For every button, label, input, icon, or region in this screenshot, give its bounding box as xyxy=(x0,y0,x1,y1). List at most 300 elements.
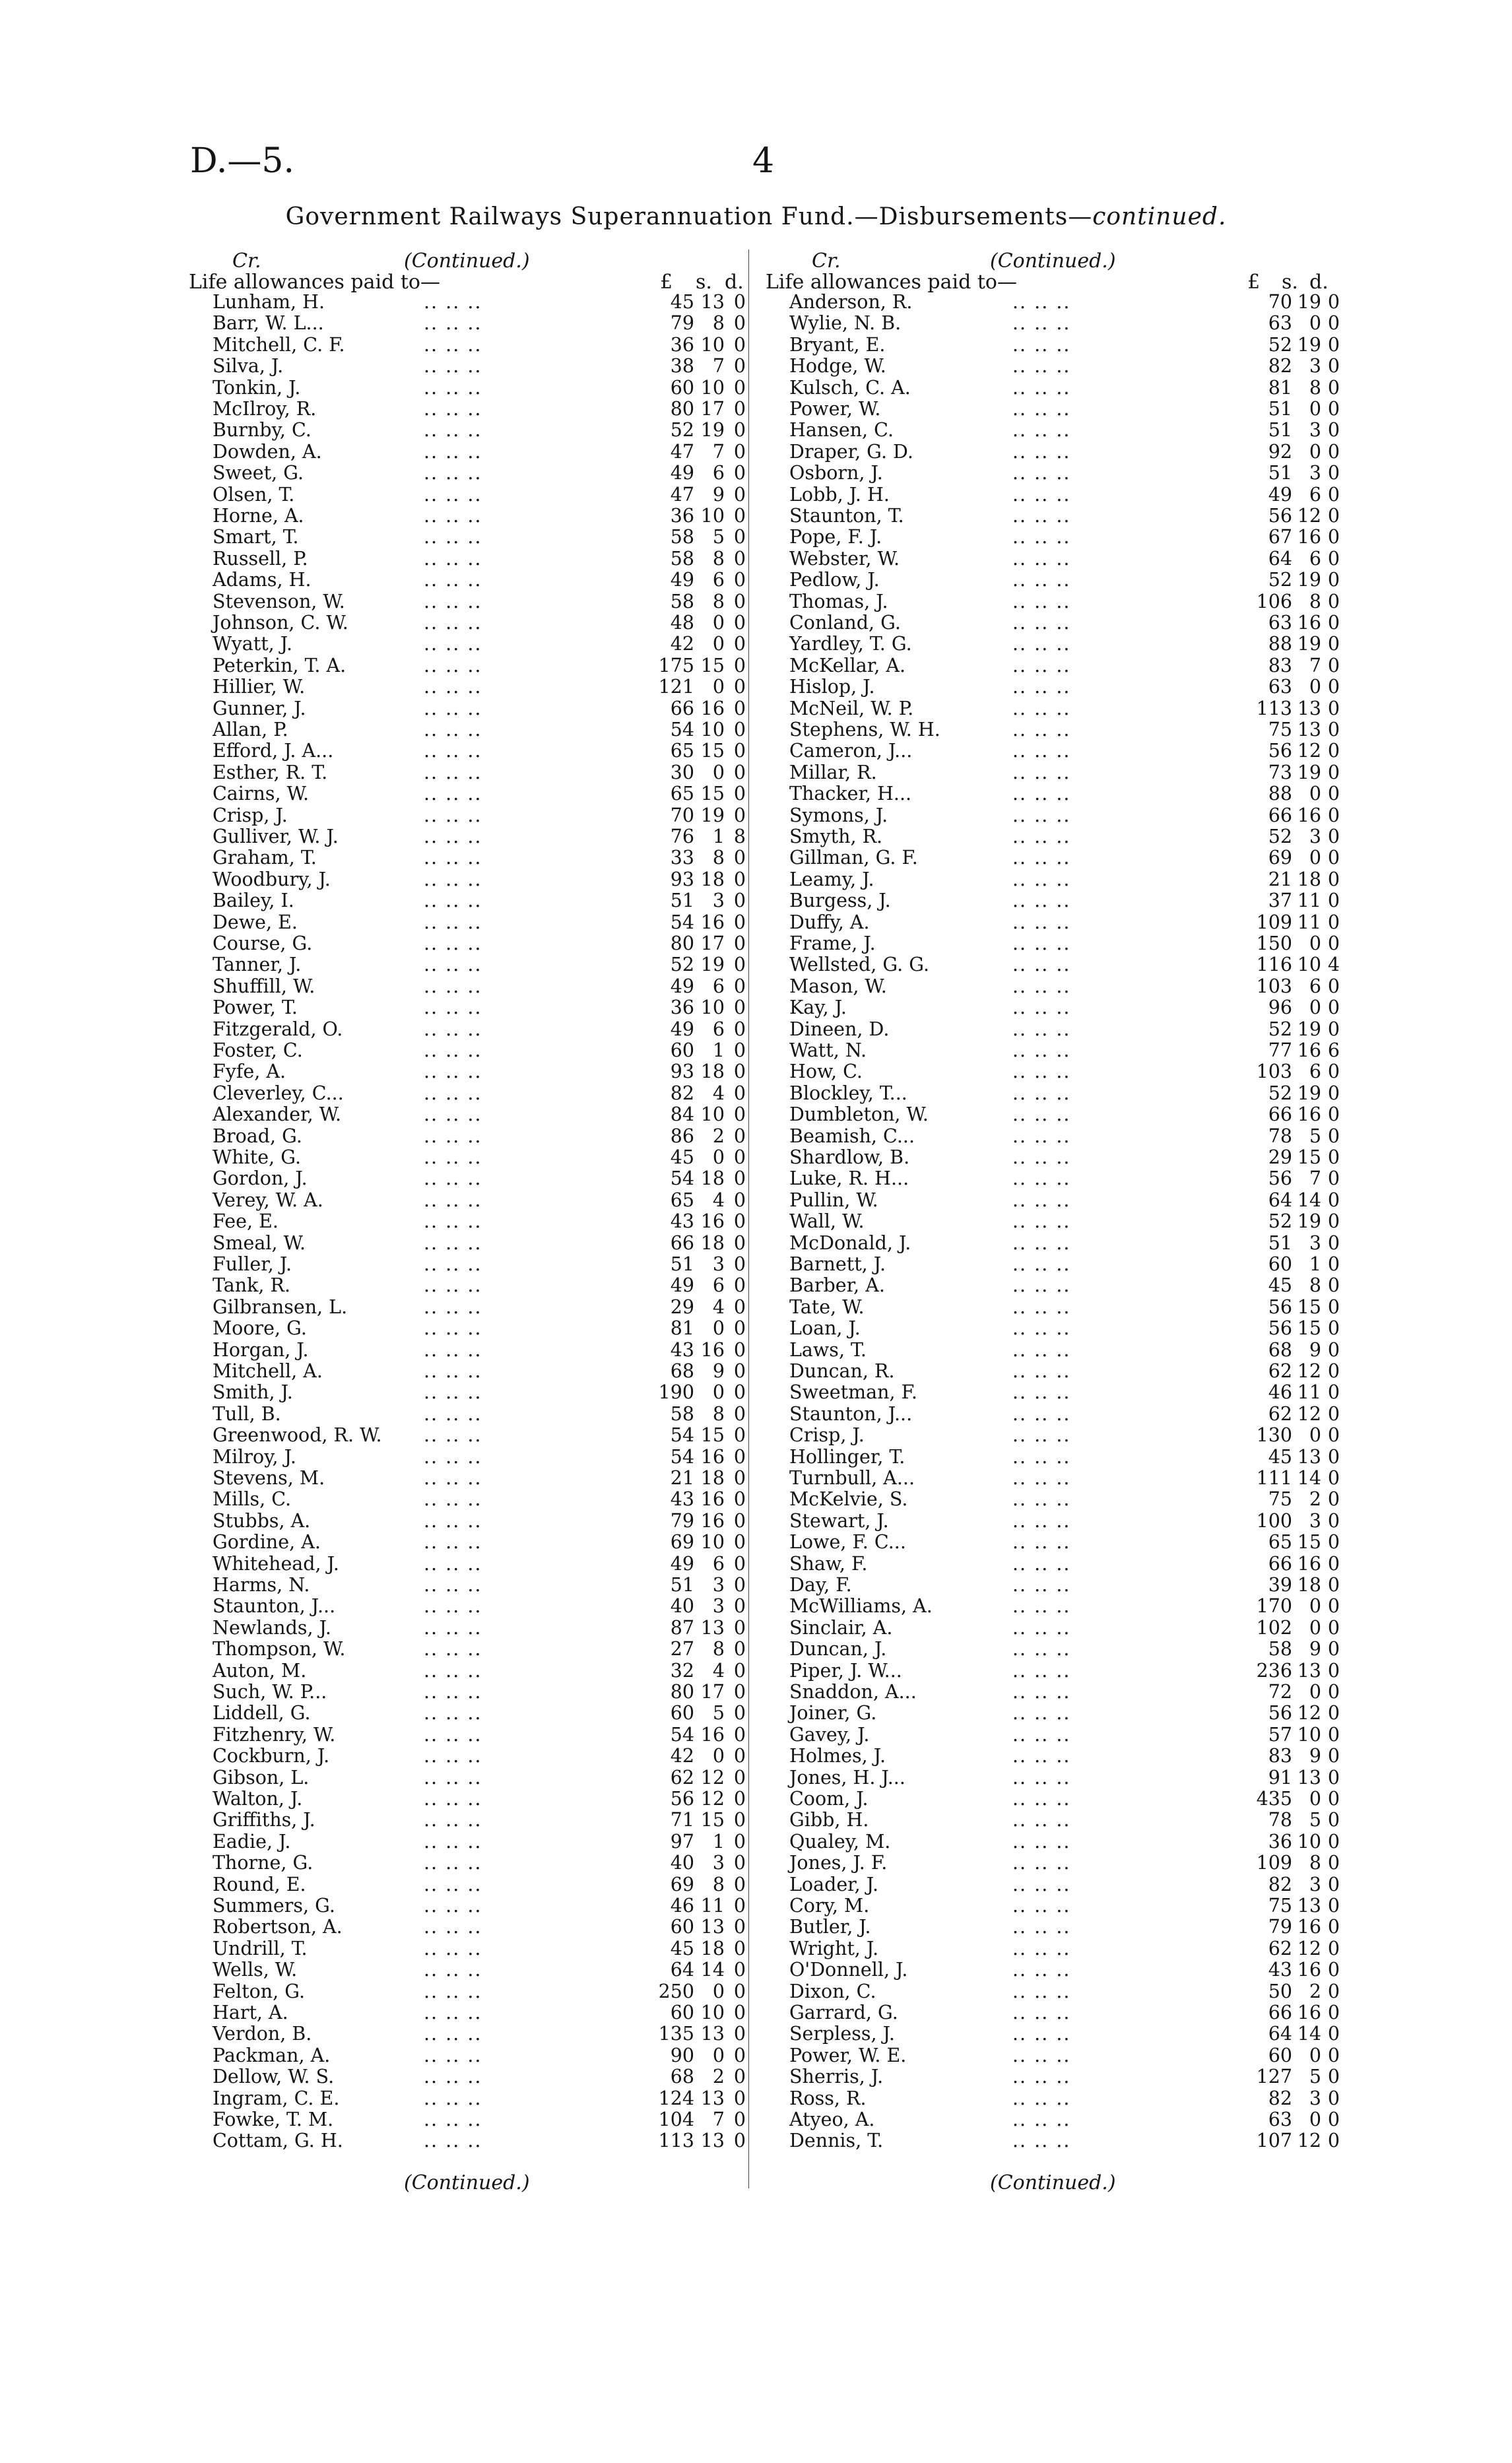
table-row xyxy=(213,2066,747,2087)
allowee-name: Russell, P. xyxy=(213,547,308,570)
pounds-value: 60 xyxy=(670,1702,694,1724)
pounds-value: 45 xyxy=(670,1146,694,1168)
pounds-value: 135 xyxy=(658,2023,694,2045)
leader-dots: .. .. .. xyxy=(424,2087,482,2109)
pence-value: 0 xyxy=(733,740,746,762)
allowee-name: Such, W. P... xyxy=(213,1681,327,1703)
table-row xyxy=(789,975,1340,997)
leader-dots: .. .. .. xyxy=(424,2044,482,2066)
shillings-value: 7 xyxy=(1309,1167,1321,1190)
left-cr-label: Cr. xyxy=(232,249,261,273)
right-cr-label: Cr. xyxy=(812,249,841,273)
shillings-value: 6 xyxy=(712,569,725,591)
leader-dots: .. .. .. xyxy=(424,526,482,548)
pounds-value: 60 xyxy=(670,1916,694,1938)
shillings-value: 0 xyxy=(1309,312,1321,335)
pence-value: 0 xyxy=(1327,740,1340,762)
pounds-value: 46 xyxy=(670,1895,694,1917)
table-row xyxy=(789,1189,1340,1211)
pence-value: 0 xyxy=(1327,569,1340,591)
shillings-value: 0 xyxy=(712,1381,725,1404)
shillings-value: 3 xyxy=(1309,419,1321,442)
leader-dots: .. .. .. xyxy=(424,890,482,912)
leader-dots: .. .. .. xyxy=(424,547,482,570)
table-row xyxy=(789,1039,1340,1061)
allowee-name: Garrard, G. xyxy=(789,2002,898,2023)
table-row xyxy=(789,633,1340,655)
pence-value: 0 xyxy=(733,1531,746,1554)
table-row xyxy=(789,2023,1340,2045)
leader-dots: .. .. .. xyxy=(1012,1082,1071,1104)
shillings-value: 19 xyxy=(1297,1210,1321,1233)
table-row xyxy=(213,698,747,719)
leader-dots: .. .. .. xyxy=(424,462,482,484)
pence-value: 0 xyxy=(1327,933,1340,954)
allowee-name: Yardley, T. G. xyxy=(789,633,912,655)
table-row xyxy=(213,890,747,911)
shillings-value: 8 xyxy=(1309,590,1321,612)
pence-value: 0 xyxy=(1327,2002,1340,2023)
pounds-value: 27 xyxy=(670,1638,694,1660)
allowee-name: Gibson, L. xyxy=(213,1766,310,1789)
pounds-value: 62 xyxy=(1268,1402,1292,1425)
leader-dots: .. .. .. xyxy=(424,1788,482,1810)
table-row xyxy=(213,1382,747,1403)
shillings-value: 6 xyxy=(1309,547,1321,570)
pounds-value: 71 xyxy=(670,1809,694,1831)
table-row xyxy=(789,719,1340,740)
shillings-value: 13 xyxy=(1297,1445,1321,1468)
shillings-value: 14 xyxy=(1297,1467,1321,1489)
leader-dots: .. .. .. xyxy=(1012,1424,1071,1447)
pounds-value: 68 xyxy=(670,2066,694,2088)
table-row xyxy=(213,1596,747,1617)
leader-dots: .. .. .. xyxy=(424,2066,482,2088)
pounds-value: 43 xyxy=(1268,1959,1292,1981)
allowee-name: Snaddon, A... xyxy=(789,1681,917,1703)
leader-dots: .. .. .. xyxy=(424,1189,482,1211)
pence-value: 0 xyxy=(1327,633,1340,655)
shillings-value: 10 xyxy=(700,1103,725,1126)
leader-dots: .. .. .. xyxy=(424,1039,482,1061)
leader-dots: .. .. .. xyxy=(424,1937,482,1959)
leader-dots: .. .. .. xyxy=(1012,1061,1071,1083)
leader-dots: .. .. .. xyxy=(1012,1937,1071,1959)
pence-value: 0 xyxy=(1327,783,1340,805)
right-continued-head: (Continued.) xyxy=(990,249,1116,273)
pence-value: 0 xyxy=(733,1210,746,1233)
pence-value: 0 xyxy=(1327,1959,1340,1981)
pence-value: 0 xyxy=(1327,1895,1340,1917)
shillings-value: 18 xyxy=(700,1937,725,1959)
table-row xyxy=(789,312,1340,335)
allowee-name: Dowden, A. xyxy=(213,440,322,463)
table-row xyxy=(789,526,1340,548)
shillings-value: 16 xyxy=(700,697,725,719)
leader-dots: .. .. .. xyxy=(424,975,482,997)
table-row xyxy=(213,591,747,612)
pence-value: 0 xyxy=(733,355,746,378)
allowee-name: Butler, J. xyxy=(789,1916,871,1938)
table-row xyxy=(789,1402,1340,1425)
table-row xyxy=(789,1809,1340,1831)
leader-dots: .. .. .. xyxy=(424,954,482,976)
pounds-value: 47 xyxy=(670,440,694,463)
leader-dots: .. .. .. xyxy=(1012,761,1071,783)
shillings-value: 16 xyxy=(700,1509,725,1532)
pence-value: 0 xyxy=(1327,2023,1340,2045)
leader-dots: .. .. .. xyxy=(1012,1723,1071,1746)
pounds-value: 66 xyxy=(1268,2002,1292,2023)
pounds-value: 75 xyxy=(1268,719,1292,740)
shillings-value: 3 xyxy=(712,890,725,912)
leader-dots: .. .. .. xyxy=(424,2023,482,2045)
leader-dots: .. .. .. xyxy=(1012,1766,1071,1789)
allowee-name: Pullin, W. xyxy=(789,1189,878,1211)
pence-value: 0 xyxy=(733,761,746,783)
table-row xyxy=(213,1489,747,1510)
pounds-value: 66 xyxy=(1268,1103,1292,1126)
shillings-value: 5 xyxy=(1309,1809,1321,1831)
allowee-name: Staunton, J... xyxy=(213,1595,336,1618)
shillings-value: 12 xyxy=(1297,740,1321,762)
leader-dots: .. .. .. xyxy=(424,612,482,634)
leader-dots: .. .. .. xyxy=(1012,826,1071,847)
leader-dots: .. .. .. xyxy=(1012,1745,1071,1767)
allowee-name: Hillier, W. xyxy=(213,676,306,698)
pounds-value: 91 xyxy=(1268,1766,1292,1789)
shillings-value: 5 xyxy=(1309,2066,1321,2088)
shillings-value: 7 xyxy=(712,2109,725,2130)
pence-value: 0 xyxy=(733,847,746,869)
table-row xyxy=(789,1360,1340,1382)
shillings-value: 6 xyxy=(1309,975,1321,997)
pence-value: 8 xyxy=(733,826,746,847)
table-row xyxy=(213,912,747,933)
leader-dots: .. .. .. xyxy=(424,1338,482,1361)
table-row xyxy=(789,1916,1340,1938)
allowee-name: Barnett, J. xyxy=(789,1253,886,1275)
table-row xyxy=(789,1531,1340,1554)
pounds-value: 111 xyxy=(1256,1467,1292,1489)
pence-value: 0 xyxy=(733,1253,746,1275)
pence-value: 0 xyxy=(733,1595,746,1618)
pence-value: 0 xyxy=(1327,1509,1340,1532)
pounds-value: 73 xyxy=(1268,761,1292,783)
allowee-name: Wall, W. xyxy=(789,1210,865,1233)
leader-dots: .. .. .. xyxy=(1012,954,1071,976)
table-row xyxy=(213,356,747,377)
leader-dots: .. .. .. xyxy=(1012,505,1071,527)
shillings-value: 16 xyxy=(1297,804,1321,826)
pounds-value: 51 xyxy=(1268,462,1292,484)
allowee-name: Tank, R. xyxy=(213,1274,291,1297)
allowee-name: McIlroy, R. xyxy=(213,398,317,420)
shillings-value: 1 xyxy=(712,1039,725,1061)
shillings-value: 16 xyxy=(700,1338,725,1361)
table-row xyxy=(789,547,1340,570)
allowee-name: Wellsted, G. G. xyxy=(789,954,930,976)
pounds-value: 90 xyxy=(670,2044,694,2066)
allowee-name: Thomas, J. xyxy=(789,590,888,612)
pounds-value: 83 xyxy=(1268,654,1292,676)
shillings-value: 8 xyxy=(712,1402,725,1425)
shillings-value: 19 xyxy=(700,804,725,826)
pence-value: 0 xyxy=(733,1167,746,1190)
pounds-value: 54 xyxy=(670,1167,694,1190)
pence-value: 0 xyxy=(733,1125,746,1147)
table-row xyxy=(789,419,1340,442)
shillings-value: 3 xyxy=(712,1253,725,1275)
pence-value: 0 xyxy=(733,1916,746,1938)
leader-dots: .. .. .. xyxy=(1012,719,1071,740)
pence-value: 0 xyxy=(733,1616,746,1639)
leader-dots: .. .. .. xyxy=(424,376,482,399)
allowee-name: Foster, C. xyxy=(213,1039,303,1061)
leader-dots: .. .. .. xyxy=(424,312,482,335)
pence-value: 0 xyxy=(1327,1402,1340,1425)
allowee-name: McDonald, J. xyxy=(789,1232,911,1254)
leader-dots: .. .. .. xyxy=(424,1509,482,1532)
shillings-value: 19 xyxy=(1297,569,1321,591)
pounds-value: 56 xyxy=(1268,1167,1292,1190)
allowee-name: Gordine, A. xyxy=(213,1531,321,1554)
allowee-name: Cory, M. xyxy=(789,1895,870,1917)
table-row xyxy=(213,1340,747,1361)
pence-value: 0 xyxy=(733,505,746,527)
leader-dots: .. .. .. xyxy=(424,1616,482,1639)
table-row xyxy=(789,440,1340,463)
allowee-name: Verdon, B. xyxy=(213,2023,312,2045)
pence-value: 0 xyxy=(1327,1424,1340,1447)
shillings-value: 13 xyxy=(1297,1659,1321,1682)
shillings-value: 2 xyxy=(1309,1980,1321,2002)
allowee-name: Wells, W. xyxy=(213,1959,298,1981)
pounds-value: 93 xyxy=(670,868,694,890)
shillings-value: 0 xyxy=(712,761,725,783)
table-row xyxy=(789,1018,1340,1040)
pounds-value: 52 xyxy=(1268,1082,1292,1104)
table-row xyxy=(789,376,1340,399)
leader-dots: .. .. .. xyxy=(424,697,482,719)
pounds-value: 78 xyxy=(1268,1809,1292,1831)
pounds-value: 68 xyxy=(670,1360,694,1382)
table-row xyxy=(789,1082,1340,1104)
allowee-name: Beamish, C... xyxy=(789,1125,915,1147)
pence-value: 0 xyxy=(733,1937,746,1959)
table-row xyxy=(213,1211,747,1232)
shillings-value: 16 xyxy=(700,1210,725,1233)
table-row xyxy=(789,761,1340,783)
shillings-value: 4 xyxy=(712,1189,725,1211)
pounds-value: 96 xyxy=(1268,997,1292,1019)
allowee-name: Loan, J. xyxy=(789,1317,861,1340)
leader-dots: .. .. .. xyxy=(1012,1788,1071,1810)
pounds-value: 79 xyxy=(670,312,694,335)
shillings-value: 11 xyxy=(1297,911,1321,933)
allowee-name: Wright, J. xyxy=(789,1937,879,1959)
shillings-value: 17 xyxy=(700,1681,725,1703)
shillings-value: 3 xyxy=(712,1574,725,1596)
page-title xyxy=(0,203,1512,230)
shillings-value: 19 xyxy=(1297,333,1321,356)
leader-dots: .. .. .. xyxy=(1012,355,1071,378)
table-row xyxy=(213,1660,747,1682)
shillings-value: 12 xyxy=(700,1788,725,1810)
leader-dots: .. .. .. xyxy=(1012,462,1071,484)
shillings-value: 0 xyxy=(1309,2044,1321,2066)
allowee-name: Sweet, G. xyxy=(213,462,304,484)
shillings-value: 0 xyxy=(712,633,725,655)
left-currency-pence: d. xyxy=(725,271,744,294)
left-currency-shillings: s. xyxy=(696,271,712,294)
allowee-name: Moore, G. xyxy=(213,1317,307,1340)
leader-dots: .. .. .. xyxy=(1012,526,1071,548)
shillings-value: 14 xyxy=(1297,2023,1321,2045)
pounds-value: 68 xyxy=(1268,1338,1292,1361)
leader-dots: .. .. .. xyxy=(1012,1232,1071,1254)
shillings-value: 9 xyxy=(712,483,725,506)
shillings-value: 0 xyxy=(712,1980,725,2002)
pence-value: 0 xyxy=(733,1082,746,1104)
pence-value: 0 xyxy=(733,1980,746,2002)
table-row xyxy=(213,527,747,548)
leader-dots: .. .. .. xyxy=(1012,440,1071,463)
left-continued-head: (Continued.) xyxy=(404,249,530,273)
pounds-value: 88 xyxy=(1268,633,1292,655)
pence-value: 0 xyxy=(1327,1467,1340,1489)
allowee-name: Staunton, J... xyxy=(789,1402,913,1425)
pence-value: 0 xyxy=(1327,697,1340,719)
allowee-name: Atyeo, A. xyxy=(789,2109,875,2130)
leader-dots: .. .. .. xyxy=(1012,1210,1071,1233)
pence-value: 0 xyxy=(1327,355,1340,378)
pence-value: 0 xyxy=(733,1873,746,1895)
leader-dots: .. .. .. xyxy=(1012,1809,1071,1831)
shillings-value: 8 xyxy=(712,1873,725,1895)
pence-value: 0 xyxy=(1327,1488,1340,1511)
leader-dots: .. .. .. xyxy=(1012,1895,1071,1917)
leader-dots: .. .. .. xyxy=(424,483,482,506)
pence-value: 0 xyxy=(733,1638,746,1660)
allowee-name: Kulsch, C. A. xyxy=(789,376,911,399)
pounds-value: 56 xyxy=(1268,1317,1292,1340)
allowee-name: Power, W. E. xyxy=(789,2044,907,2066)
pence-value: 0 xyxy=(733,1317,746,1340)
pence-value: 0 xyxy=(733,783,746,805)
shillings-value: 17 xyxy=(700,933,725,954)
pence-value: 0 xyxy=(733,1467,746,1489)
leader-dots: .. .. .. xyxy=(1012,1916,1071,1938)
pence-value: 0 xyxy=(733,1146,746,1168)
table-row xyxy=(789,2087,1340,2109)
pence-value: 0 xyxy=(733,1723,746,1746)
shillings-value: 6 xyxy=(1309,1061,1321,1083)
table-row xyxy=(789,1980,1340,2002)
table-row xyxy=(213,1168,747,1189)
allowee-name: Cameron, J... xyxy=(789,740,913,762)
pounds-value: 65 xyxy=(670,740,694,762)
leader-dots: .. .. .. xyxy=(424,2130,482,2152)
pounds-value: 75 xyxy=(1268,1488,1292,1511)
leader-dots: .. .. .. xyxy=(424,911,482,933)
table-row xyxy=(789,933,1340,954)
pence-value: 0 xyxy=(733,2023,746,2045)
pounds-value: 104 xyxy=(658,2109,694,2130)
pence-value: 0 xyxy=(1327,676,1340,698)
shillings-value: 19 xyxy=(700,954,725,976)
allowee-name: Laws, T. xyxy=(789,1338,867,1361)
pence-value: 0 xyxy=(1327,483,1340,506)
pence-value: 0 xyxy=(1327,997,1340,1019)
table-row xyxy=(213,2109,747,2130)
pence-value: 0 xyxy=(733,312,746,335)
leader-dots: .. .. .. xyxy=(424,1595,482,1618)
allowee-name: Bailey, I. xyxy=(213,890,294,912)
allowee-name: Thacker, H... xyxy=(789,783,912,805)
leader-dots: .. .. .. xyxy=(424,1552,482,1575)
leader-dots: .. .. .. xyxy=(424,1681,482,1703)
table-row xyxy=(213,1361,747,1382)
shillings-value: 4 xyxy=(712,1082,725,1104)
pounds-value: 33 xyxy=(670,847,694,869)
table-row xyxy=(789,1445,1340,1468)
shillings-value: 13 xyxy=(700,1916,725,1938)
pounds-value: 109 xyxy=(1256,911,1292,933)
shillings-value: 18 xyxy=(700,868,725,890)
allowee-name: Conland, G. xyxy=(789,612,901,634)
shillings-value: 16 xyxy=(700,1723,725,1746)
pence-value: 0 xyxy=(1327,1937,1340,1959)
table-row xyxy=(213,1040,747,1061)
allowee-name: Burnby, C. xyxy=(213,419,312,442)
shillings-value: 0 xyxy=(1309,847,1321,869)
shillings-value: 1 xyxy=(712,1830,725,1853)
table-row xyxy=(789,2002,1340,2023)
shillings-value: 12 xyxy=(1297,1402,1321,1425)
pence-value: 0 xyxy=(1327,547,1340,570)
shillings-value: 13 xyxy=(1297,1895,1321,1917)
pence-value: 0 xyxy=(1327,1766,1340,1789)
pence-value: 0 xyxy=(1327,1210,1340,1233)
shillings-value: 4 xyxy=(712,1659,725,1682)
pounds-value: 88 xyxy=(1268,783,1292,805)
allowee-name: Qualey, M. xyxy=(789,1830,891,1853)
pounds-value: 49 xyxy=(670,569,694,591)
pounds-value: 38 xyxy=(670,355,694,378)
pence-value: 0 xyxy=(1327,1980,1340,2002)
allowee-name: Piper, J. W... xyxy=(789,1659,902,1682)
pence-value: 0 xyxy=(1327,462,1340,484)
pounds-value: 21 xyxy=(1268,868,1292,890)
pounds-value: 150 xyxy=(1256,933,1292,954)
pounds-value: 49 xyxy=(670,1552,694,1575)
shillings-value: 7 xyxy=(1309,654,1321,676)
leader-dots: .. .. .. xyxy=(424,2109,482,2130)
table-row xyxy=(213,1981,747,2002)
title-main: Government Railways Superannuation Fund.—Disbursements— xyxy=(285,203,1093,230)
pence-value: 0 xyxy=(1327,1852,1340,1874)
pence-value: 0 xyxy=(733,890,746,912)
pounds-value: 109 xyxy=(1256,1852,1292,1874)
allowee-name: Hollinger, T. xyxy=(789,1445,905,1468)
allowee-name: Dellow, W. S. xyxy=(213,2066,335,2088)
table-row xyxy=(213,292,747,313)
pence-value: 0 xyxy=(1327,761,1340,783)
allowee-name: Gordon, J. xyxy=(213,1167,308,1190)
pence-value: 0 xyxy=(733,590,746,612)
pounds-value: 69 xyxy=(670,1873,694,1895)
